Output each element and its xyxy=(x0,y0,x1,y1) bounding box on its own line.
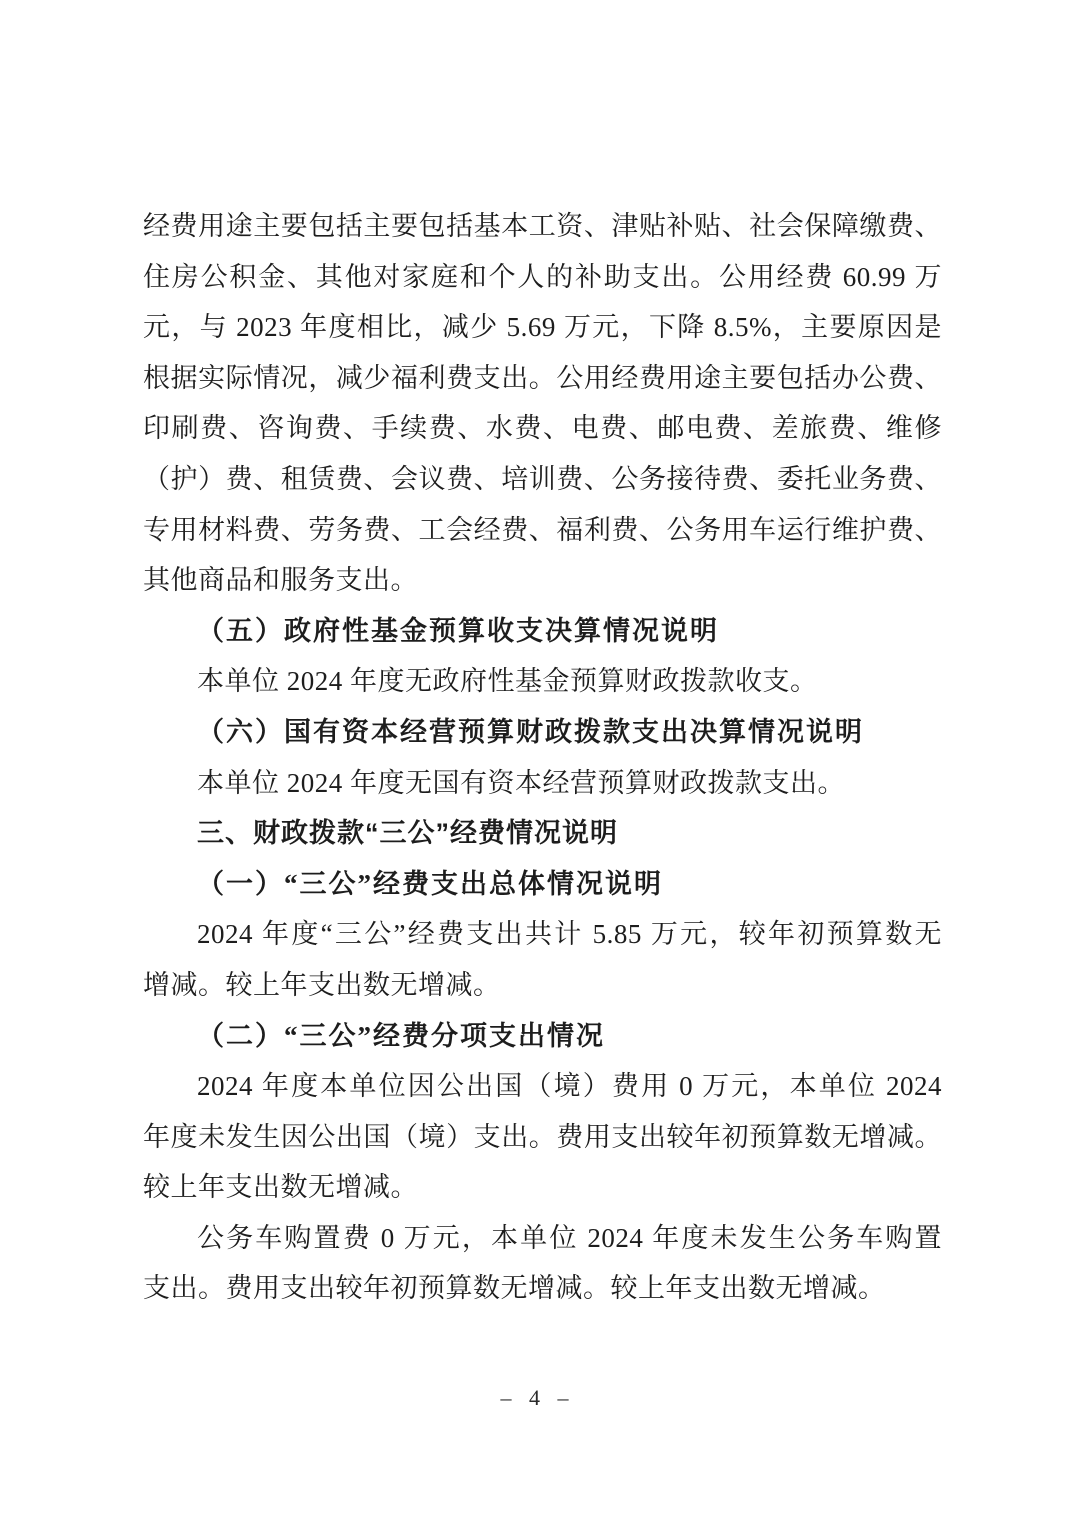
text-line: 印刷费、咨询费、手续费、水费、电费、邮电费、差旅费、维修 xyxy=(143,413,942,444)
text-line: 其他商品和服务支出。 xyxy=(143,565,418,596)
text-line: 2024 年度本单位因公出国（境）费用 0 万元，本单位 2024 xyxy=(197,1071,942,1102)
text-line: 本单位 2024 年度无政府性基金预算财政拨款收支。 xyxy=(197,666,818,697)
text-line: 根据实际情况，减少福利费支出。公用经费用途主要包括办公费、 xyxy=(143,362,942,393)
paragraph xyxy=(143,656,942,707)
text-line: 年度未发生因公出国（境）支出。费用支出较年初预算数无增减。 xyxy=(143,1121,942,1152)
section-heading xyxy=(143,707,942,758)
paragraph xyxy=(143,1061,942,1213)
text-line: 支出。费用支出较年初预算数无增减。较上年支出数无增减。 xyxy=(143,1273,886,1304)
page-number: – 4 – xyxy=(500,1385,575,1410)
text-line: 专用材料费、劳务费、工会经费、福利费、公务用车运行维护费、 xyxy=(143,514,942,545)
text-line: 较上年支出数无增减。 xyxy=(143,1172,418,1203)
section-heading xyxy=(143,1011,942,1062)
text-line: 元，与 2023 年度相比，减少 5.69 万元，下降 8.5%，主要原因是 xyxy=(143,312,942,343)
text-line: 2024 年度“三公”经费支出共计 5.85 万元，较年初预算数无 xyxy=(197,919,942,950)
section-heading xyxy=(143,606,942,657)
document-body xyxy=(143,201,942,1314)
text-line: 增减。较上年支出数无增减。 xyxy=(143,969,501,1000)
text-line: 经费用途主要包括主要包括基本工资、津贴补贴、社会保障缴费、 xyxy=(143,211,942,241)
text-line: （一）“三公”经费支出总体情况说明 xyxy=(197,868,663,899)
section-heading xyxy=(143,808,942,859)
paragraph xyxy=(143,909,942,1010)
text-line: 本单位 2024 年度无国有资本经营预算财政拨款支出。 xyxy=(197,767,845,798)
paragraph xyxy=(143,1213,942,1314)
text-line: 住房公积金、其他对家庭和个人的补助支出。公用经费 60.99 万 xyxy=(143,261,942,292)
text-line: 三、财政拨款“三公”经费情况说明 xyxy=(197,818,618,849)
section-heading xyxy=(143,859,942,910)
text-line: （六）国有资本经营预算财政拨款支出决算情况说明 xyxy=(197,716,864,747)
text-line: （五）政府性基金预算收支决算情况说明 xyxy=(197,615,719,646)
text-line: （护）费、租赁费、会议费、培训费、公务接待费、委托业务费、 xyxy=(143,463,942,494)
paragraph xyxy=(143,758,942,809)
text-line: 公务车购置费 0 万元，本单位 2024 年度未发生公务车购置 xyxy=(197,1222,942,1253)
paragraph xyxy=(143,201,942,606)
text-line: （二）“三公”经费分项支出情况 xyxy=(197,1020,605,1051)
